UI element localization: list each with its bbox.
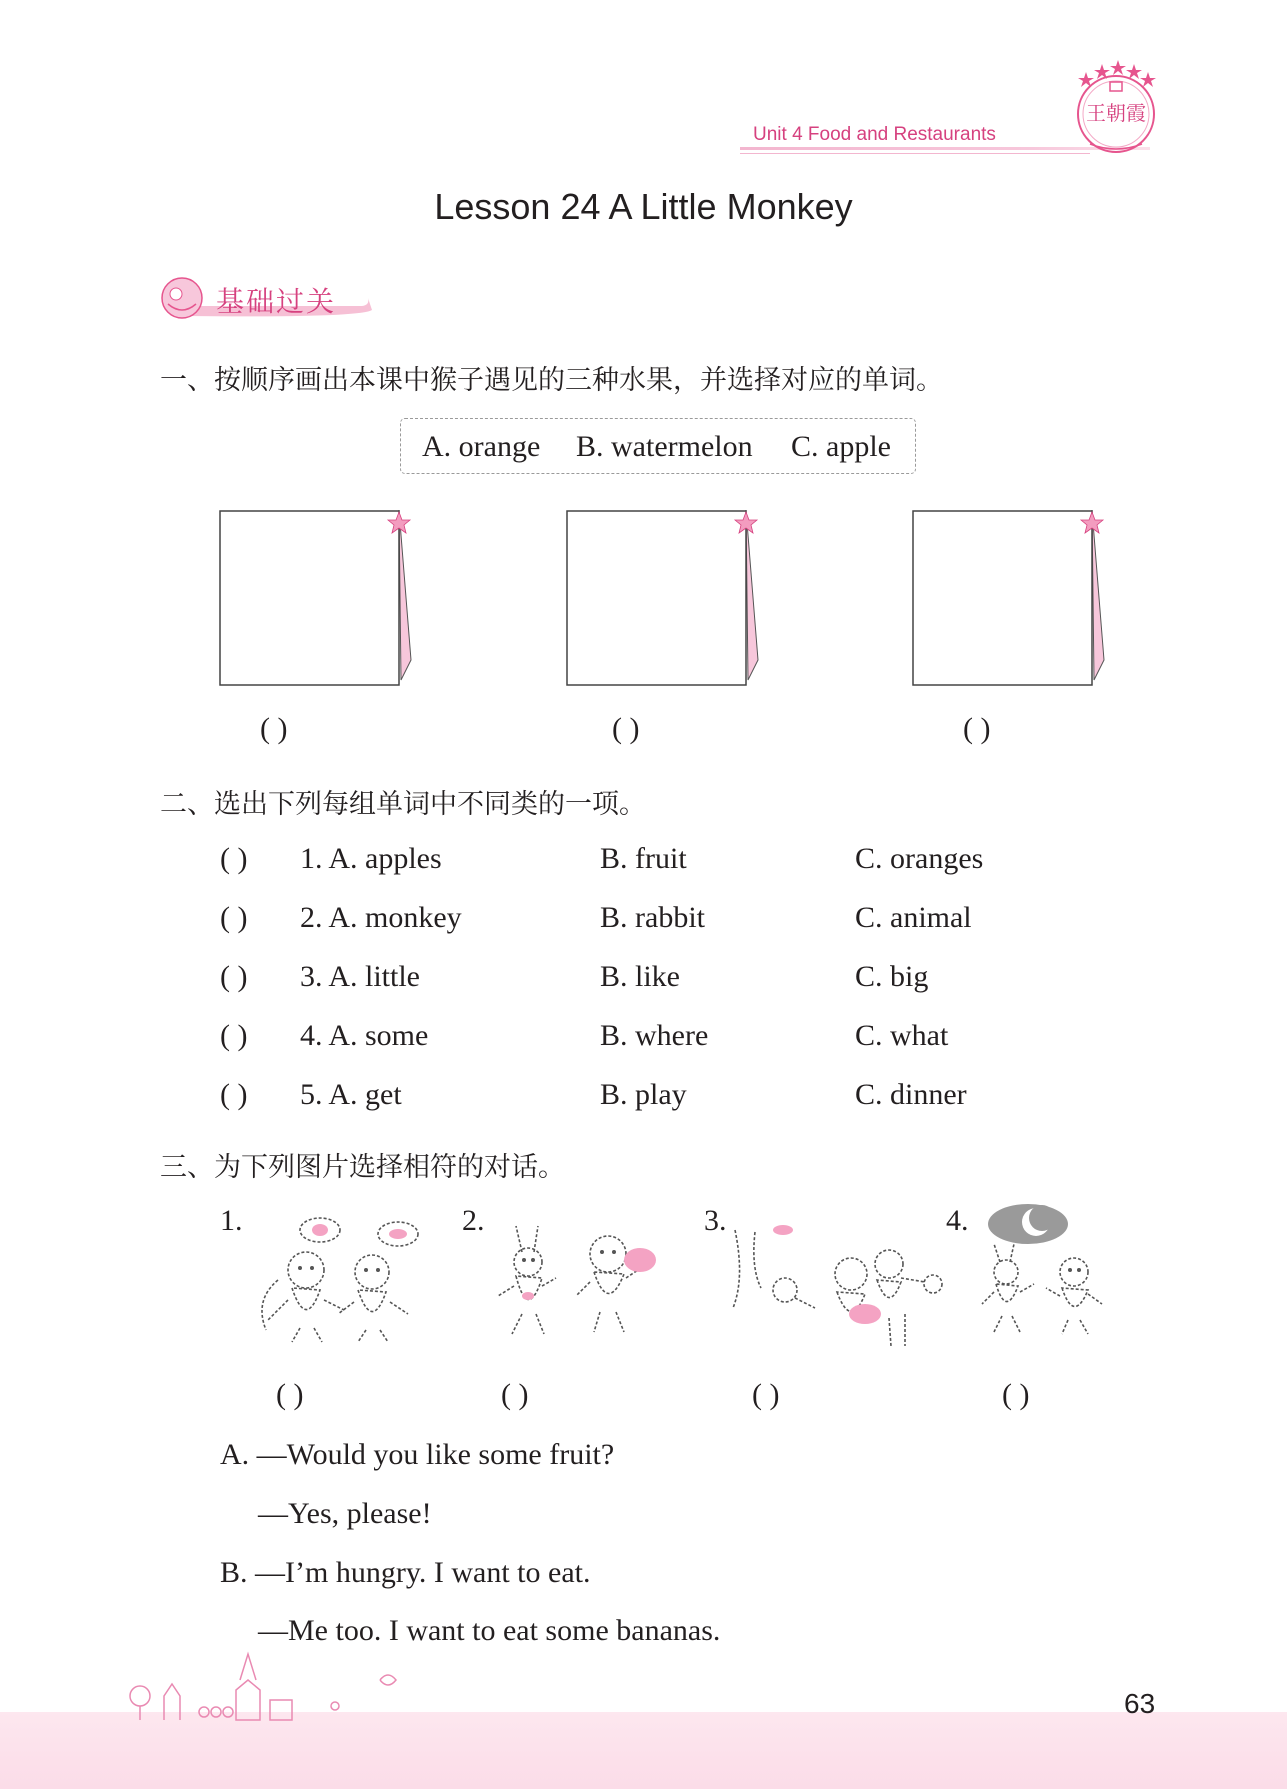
option-a: A. orange [422,430,541,463]
footer-band [0,1712,1287,1789]
answer-blank[interactable]: ( ) [220,1019,248,1052]
picture-number: 2. [462,1204,485,1237]
drawing-area-2[interactable] [566,510,766,690]
answer-blank[interactable]: ( ) [220,960,248,993]
footer-decoration [120,1650,420,1722]
option-a: 4. A. some [300,1019,429,1052]
picture-number: 4. [946,1204,969,1237]
option-b: B. fruit [600,842,687,875]
option-b: B. rabbit [600,901,705,934]
option-c: C. animal [855,901,972,934]
publisher-logo [1070,58,1162,158]
dialogue-a-line2: —Yes, please! [258,1497,432,1530]
option-a: 2. A. monkey [300,901,462,934]
logo-text: 王朝霞 [1086,101,1146,125]
option-c: C. big [855,960,929,993]
picture-4-moon-night [976,1200,1116,1340]
dialogue-b-line2: —Me too. I want to eat some bananas. [258,1614,721,1647]
answer-blank[interactable]: ( ) [276,1378,304,1411]
picture-number: 3. [704,1204,727,1237]
dialogue-a-line1: A. —Would you like some fruit? [220,1438,615,1471]
option-b: B. where [600,1019,709,1052]
header-rule-thin [740,153,1090,154]
picture-2-rabbit-monkey [490,1222,670,1347]
answer-blank[interactable]: ( ) [220,1078,248,1111]
answer-blank[interactable]: ( ) [612,712,640,745]
option-c: C. oranges [855,842,984,875]
option-c: C. apple [791,430,891,463]
answer-blank[interactable]: ( ) [752,1378,780,1411]
option-b: B. like [600,960,680,993]
answer-blank[interactable]: ( ) [260,712,288,745]
picture-3-monkeys-tree [725,1218,950,1348]
q3-heading: 三、为下列图片选择相符的对话。 [160,1152,565,1183]
option-b: B. play [600,1078,687,1111]
option-c: C. dinner [855,1078,967,1111]
option-c: C. what [855,1019,949,1052]
q1-heading: 一、按顺序画出本课中猴子遇见的三种水果，并选择对应的单词。 [160,365,943,396]
page-curl-graphic [912,510,1112,690]
drawing-area-3[interactable] [912,510,1112,690]
picture-number: 1. [220,1204,243,1237]
option-b: B. watermelon [576,430,753,463]
page-number: 63 [1124,1688,1156,1719]
lesson-title: Lesson 24 A Little Monkey [434,186,853,227]
option-a: 5. A. get [300,1078,402,1111]
answer-blank[interactable]: ( ) [963,712,991,745]
section-title: 基础过关 [216,285,337,318]
option-a: 1. A. apples [300,842,442,875]
drawing-area-1[interactable] [219,510,419,690]
picture-1-monkeys-thinking [248,1210,428,1345]
answer-blank[interactable]: ( ) [501,1378,529,1411]
answer-blank[interactable]: ( ) [1002,1378,1030,1411]
answer-blank[interactable]: ( ) [220,842,248,875]
option-a: 3. A. little [300,960,420,993]
page-curl-graphic [566,510,766,690]
q2-heading: 二、选出下列每组单词中不同类的一项。 [160,789,646,820]
unit-header: Unit 4 Food and Restaurants [753,124,996,145]
page-curl-graphic [219,510,419,690]
dialogue-b-line1: B. —I’m hungry. I want to eat. [220,1556,591,1589]
answer-blank[interactable]: ( ) [220,901,248,934]
